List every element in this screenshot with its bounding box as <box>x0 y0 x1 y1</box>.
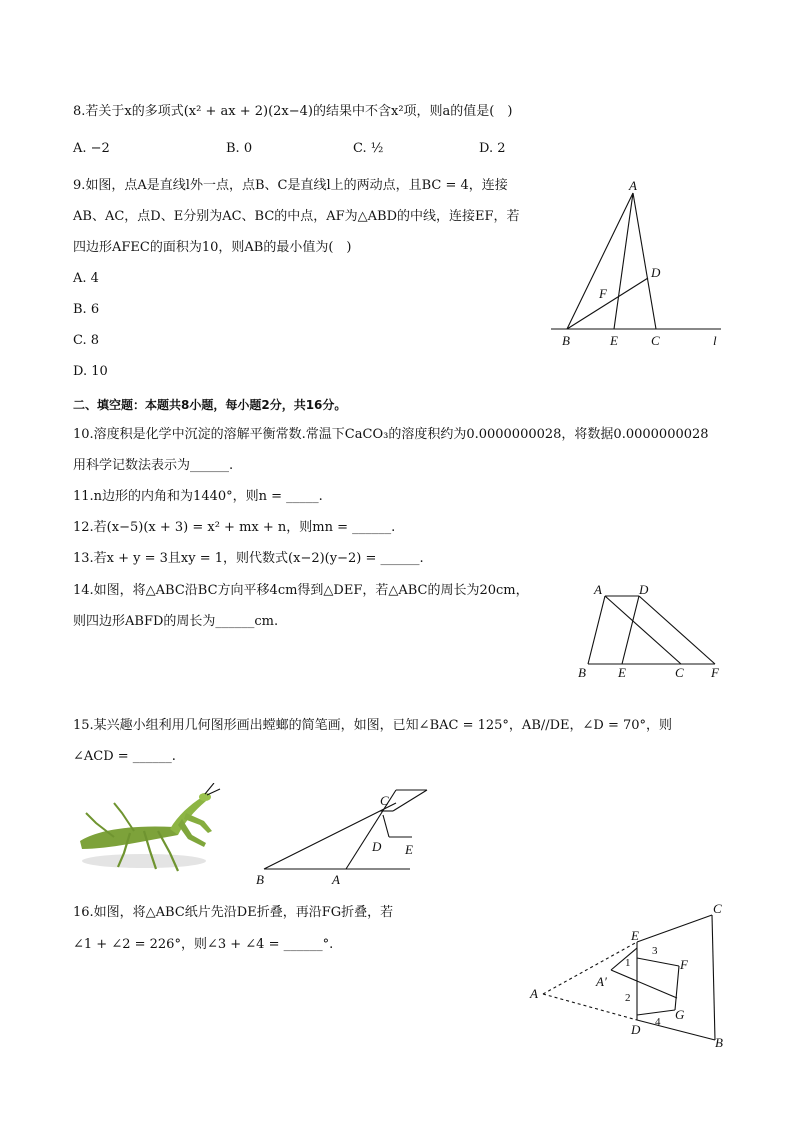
q14-label-a: A <box>594 582 602 597</box>
q16-label-b: B <box>715 1035 723 1050</box>
q10-line-2: 用科学记数法表示为______. <box>73 458 234 473</box>
q9-option-d: D. 10 <box>73 364 108 379</box>
q9-option-b: B. 6 <box>73 302 100 317</box>
q15-label-d: D <box>372 839 382 854</box>
q14-segment-ac <box>605 596 681 664</box>
q16-segment-gd <box>637 1010 675 1015</box>
q14-label-d: D <box>639 582 649 597</box>
q15-line-1: 15.某兴趣小组利用几何图形画出螳螂的简笔画，如图，已知∠BAC = 125°，AB//DE，∠D = 70°，则 <box>73 718 673 733</box>
q16-segment-ef <box>637 958 679 966</box>
q16-label-f: F <box>680 957 688 972</box>
q9-label-a: A <box>629 178 637 193</box>
q16-segment-db <box>637 1020 715 1040</box>
q14-segment-ab <box>588 596 605 664</box>
q9-stem-line-3: 四边形AFEC的面积为10，则AB的最小值为( ) <box>73 240 352 255</box>
q9-segment-ac <box>633 193 656 329</box>
q16-segment-cb <box>712 915 715 1040</box>
q14-line-2: 则四边形ABFD的周长为______cm. <box>73 614 279 629</box>
q8-option-d: D. 2 <box>479 141 506 156</box>
q16-segment-a-prime-g <box>611 970 677 998</box>
q16-angle-2: 2 <box>625 992 631 1004</box>
q13-stem: 13.若x + y = 3且xy = 1，则代数式(x−2)(y−2) = ______. <box>73 551 424 566</box>
q14-segment-de <box>622 596 639 664</box>
q15-figure <box>252 785 432 895</box>
q14-label-b: B <box>578 665 586 680</box>
mantis-photo <box>74 783 224 883</box>
q9-option-c: C. 8 <box>73 333 100 348</box>
q8-option-a: A. −2 <box>73 141 110 156</box>
q15-head-edge <box>393 790 427 811</box>
q14-segment-df <box>639 596 715 664</box>
q14-figure <box>575 580 735 682</box>
q15-segment-bc <box>264 803 396 869</box>
q15-segment-cd <box>383 815 389 837</box>
q9-option-a: A. 4 <box>73 271 99 286</box>
q16-segment-ea-prime <box>611 948 637 970</box>
q14-label-f: F <box>711 665 719 680</box>
q16-label-d: D <box>631 1022 641 1037</box>
q8-option-b: B. 0 <box>226 141 253 156</box>
q11-stem: 11.n边形的内角和为1440°，则n = _____. <box>73 489 323 504</box>
q9-label-b: B <box>562 333 570 348</box>
q16-segment-fg <box>675 966 679 1010</box>
q14-line-1: 14.如图，将△ABC沿BC方向平移4cm得到△DEF，若△ABC的周长为20cm， <box>73 583 529 598</box>
q9-figure <box>545 175 735 350</box>
q14-label-e: E <box>618 665 626 680</box>
q15-label-c: C <box>380 793 389 808</box>
q16-label-c: C <box>713 901 722 916</box>
q8-stem: 8.若关于x的多项式(x² + ax + 2)(2x−4)的结果中不含x²项，则a的值是( ) <box>73 104 513 119</box>
q16-label-e: E <box>631 928 639 943</box>
q10-line-1: 10.溶度积是化学中沉淀的溶解平衡常数.常温下CaCO₃的溶度积约为0.0000000028，将数据0.0000000028 <box>73 427 709 442</box>
q15-label-b: B <box>256 872 264 887</box>
q16-figure <box>525 900 730 1050</box>
q15-line-2: ∠ACD = ______. <box>73 749 176 764</box>
q9-label-l: l <box>713 333 717 348</box>
q12-stem: 12.若(x−5)(x + 3) = x² + mx + n，则mn = ______. <box>73 520 396 535</box>
q16-angle-1: 1 <box>625 957 631 969</box>
q16-line-2: ∠1 + ∠2 = 226°，则∠3 + ∠4 = ______°. <box>73 937 334 952</box>
q16-label-a-prime: A′ <box>596 974 607 989</box>
section-2-heading: 二、填空题：本题共8小题，每小题2分，共16分。 <box>73 398 347 412</box>
q16-dashed-ad <box>543 994 637 1020</box>
q9-label-e: E <box>610 333 618 348</box>
q16-dashed-ae <box>543 942 637 994</box>
q9-stem-line-2: AB、AC，点D、E分别为AC、BC的中点，AF为△ABD的中线，连接EF，若 <box>73 209 520 224</box>
q9-label-f: F <box>599 286 607 301</box>
q16-label-a: A <box>530 986 538 1001</box>
q9-stem-line-1: 9.如图，点A是直线l外一点，点B、C是直线l上的两动点，且BC = 4，连接 <box>73 178 508 193</box>
q14-label-c: C <box>675 665 684 680</box>
q9-label-c: C <box>651 333 660 348</box>
q16-line-1: 16.如图，将△ABC纸片先沿DE折叠，再沿FG折叠，若 <box>73 905 394 920</box>
q16-angle-3: 3 <box>652 945 658 957</box>
q8-option-c: C. ½ <box>353 141 384 156</box>
q16-segment-ec <box>637 915 712 942</box>
q9-label-d: D <box>651 265 661 280</box>
q16-angle-4: 4 <box>655 1016 661 1028</box>
q15-label-e: E <box>405 842 413 857</box>
q16-label-g: G <box>675 1007 685 1022</box>
q15-label-a: A <box>332 872 340 887</box>
